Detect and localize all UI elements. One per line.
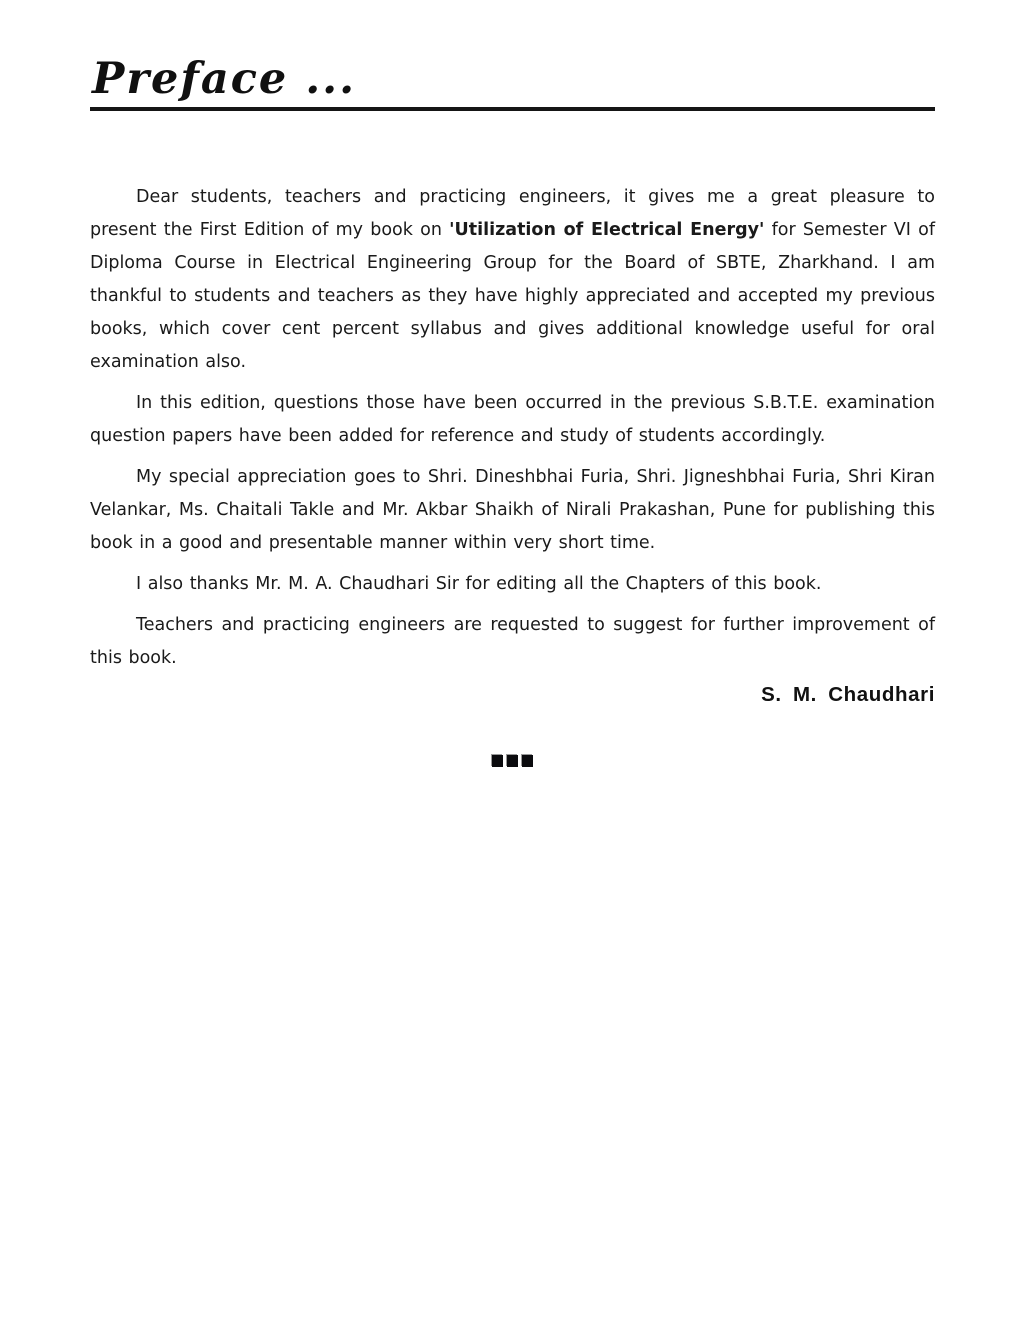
page-content [90,56,935,767]
author-signature: S. M. Chaudhari [761,683,935,707]
paragraph-5: Teachers and practicing engineers are requested to suggest for further improvement of this book. [90,615,935,669]
page-title: Preface ... [92,54,357,104]
end-of-section-marks [90,755,935,767]
preface-body [90,181,935,675]
title-rule [90,107,935,111]
black-square-icon [492,755,503,767]
black-square-icon [522,755,533,767]
book-title-bold: 'Utilization of Electrical Energy' [449,220,765,241]
paragraph-1-text: Dear students, teachers and practicing engineers, it gives me a great pleasure to present the First Edition of my book on [90,187,935,241]
paragraph-1 [90,181,935,379]
paragraph-2: In this edition, questions those have been occurred in the previous S.B.T.E. examination question papers have been added for reference and study of students accordingly. [90,393,935,447]
paragraph-3: My special appreciation goes to Shri. Dineshbhai Furia, Shri. Jigneshbhai Furia, Shri Kiran Velankar, Ms. Chaitali Takle and Mr. Akbar Shaikh of Nirali Prakashan, Pune for publishing this book in a good and presentable manner within very short time. [90,467,935,554]
paragraph-1-text-cont: for Semester VI of Diploma Course in Electrical Engineering Group for the Board of SBTE, Zharkhand. I am thankful to students and teachers as they have highly appreciated and accepted my previous books, which cover cent percent syllabus and gives additional knowledge useful for oral examination also. [90,220,935,373]
paragraph-4: I also thanks Mr. M. A. Chaudhari Sir for editing all the Chapters of this book. [136,574,822,595]
black-square-icon [507,755,518,767]
